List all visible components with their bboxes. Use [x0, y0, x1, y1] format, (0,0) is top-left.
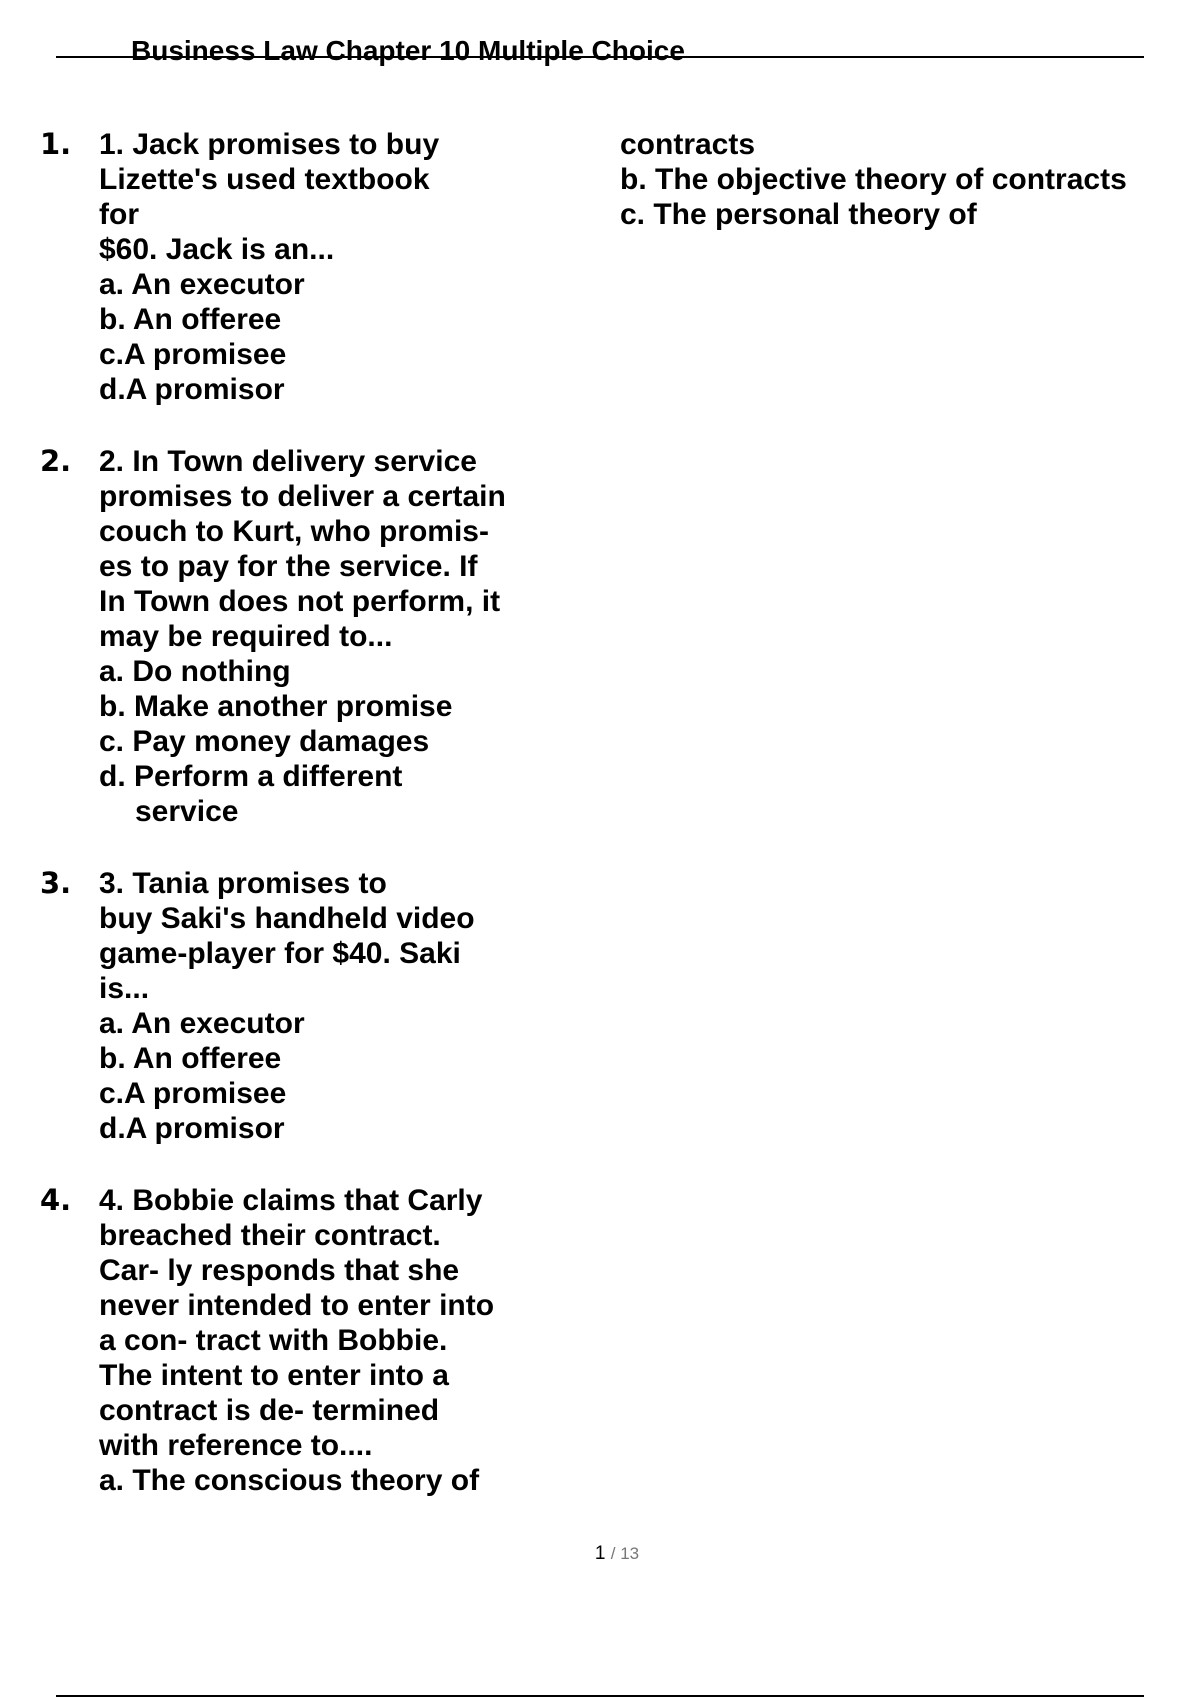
question-4-continued [620, 127, 1127, 232]
answer-option-a: a. The conscious theory of [99, 1464, 480, 1497]
question-text-line: never intended to enter into [99, 1289, 495, 1322]
question-number: 1. [40, 127, 72, 161]
question-text-line: $60. Jack is an... [99, 233, 335, 266]
question-text-line: promises to deliver a certain [99, 480, 506, 513]
answer-option-a: a. An executor [99, 268, 305, 301]
question-text-line: a con- tract with Bobbie. [99, 1324, 448, 1357]
answer-option-b: b. The objective theory of contracts [620, 163, 1127, 196]
page-current: 1 [594, 1543, 606, 1564]
answer-option-a-continued: contracts [620, 128, 756, 161]
answer-option-b: b. An offeree [99, 1042, 282, 1075]
question-text-line: 2. In Town delivery service [99, 445, 477, 478]
page-total: / 13 [610, 1544, 640, 1563]
question-text-line: breached their contract. [99, 1219, 441, 1252]
question-body [99, 127, 439, 407]
answer-option-b: b. Make another promise [99, 690, 453, 723]
document-title: Business Law Chapter 10 Multiple Choice [131, 35, 685, 66]
answer-option-d: d. Perform a different service [99, 760, 403, 828]
question-text-line: 3. Tania promises to [99, 867, 387, 900]
question-text-line: buy Saki's handheld video [99, 902, 475, 935]
question-text-line: In Town does not perform, it [99, 585, 501, 618]
answer-option-b: b. An offeree [99, 303, 282, 336]
answer-option-a: a. Do nothing [99, 655, 291, 688]
answer-option-c: c. The personal theory of [620, 198, 977, 231]
answer-option-c: c. Pay money damages [99, 725, 430, 758]
question-text-line: 4. Bobbie claims that Carly [99, 1184, 483, 1217]
question-number: 4. [40, 1183, 72, 1217]
question-text-line: contract is de- termined [99, 1394, 440, 1427]
answer-option-c: c.A promisee [99, 1077, 287, 1110]
question-text-line: is... [99, 972, 150, 1005]
question-text-line: The intent to enter into a [99, 1359, 449, 1392]
question-text-line: with reference to.... [99, 1429, 373, 1462]
answer-option-d: d.A promisor [99, 1112, 285, 1145]
question-text-line: couch to Kurt, who promis- [99, 515, 489, 548]
answer-option-c: c.A promisee [99, 338, 287, 371]
question-text-line: es to pay for the service. If [99, 550, 478, 583]
question-text-line: 1. Jack promises to buy [99, 128, 440, 161]
question-text-line: for [99, 198, 139, 231]
question-body [99, 1183, 494, 1498]
page-indicator [0, 1542, 1200, 1566]
bottom-rule [56, 1695, 1144, 1697]
answer-option-a: a. An executor [99, 1007, 305, 1040]
question-body [99, 444, 506, 829]
question-text-line: Car- ly responds that she [99, 1254, 460, 1287]
question-number: 3. [40, 866, 72, 900]
question-text-line: Lizette's used textbook [99, 163, 430, 196]
question-text-line: game-player for $40. Saki [99, 937, 461, 970]
question-body [99, 866, 475, 1146]
question-text-line: may be required to... [99, 620, 393, 653]
question-number: 2. [40, 444, 72, 478]
answer-option-d: d.A promisor [99, 373, 285, 406]
